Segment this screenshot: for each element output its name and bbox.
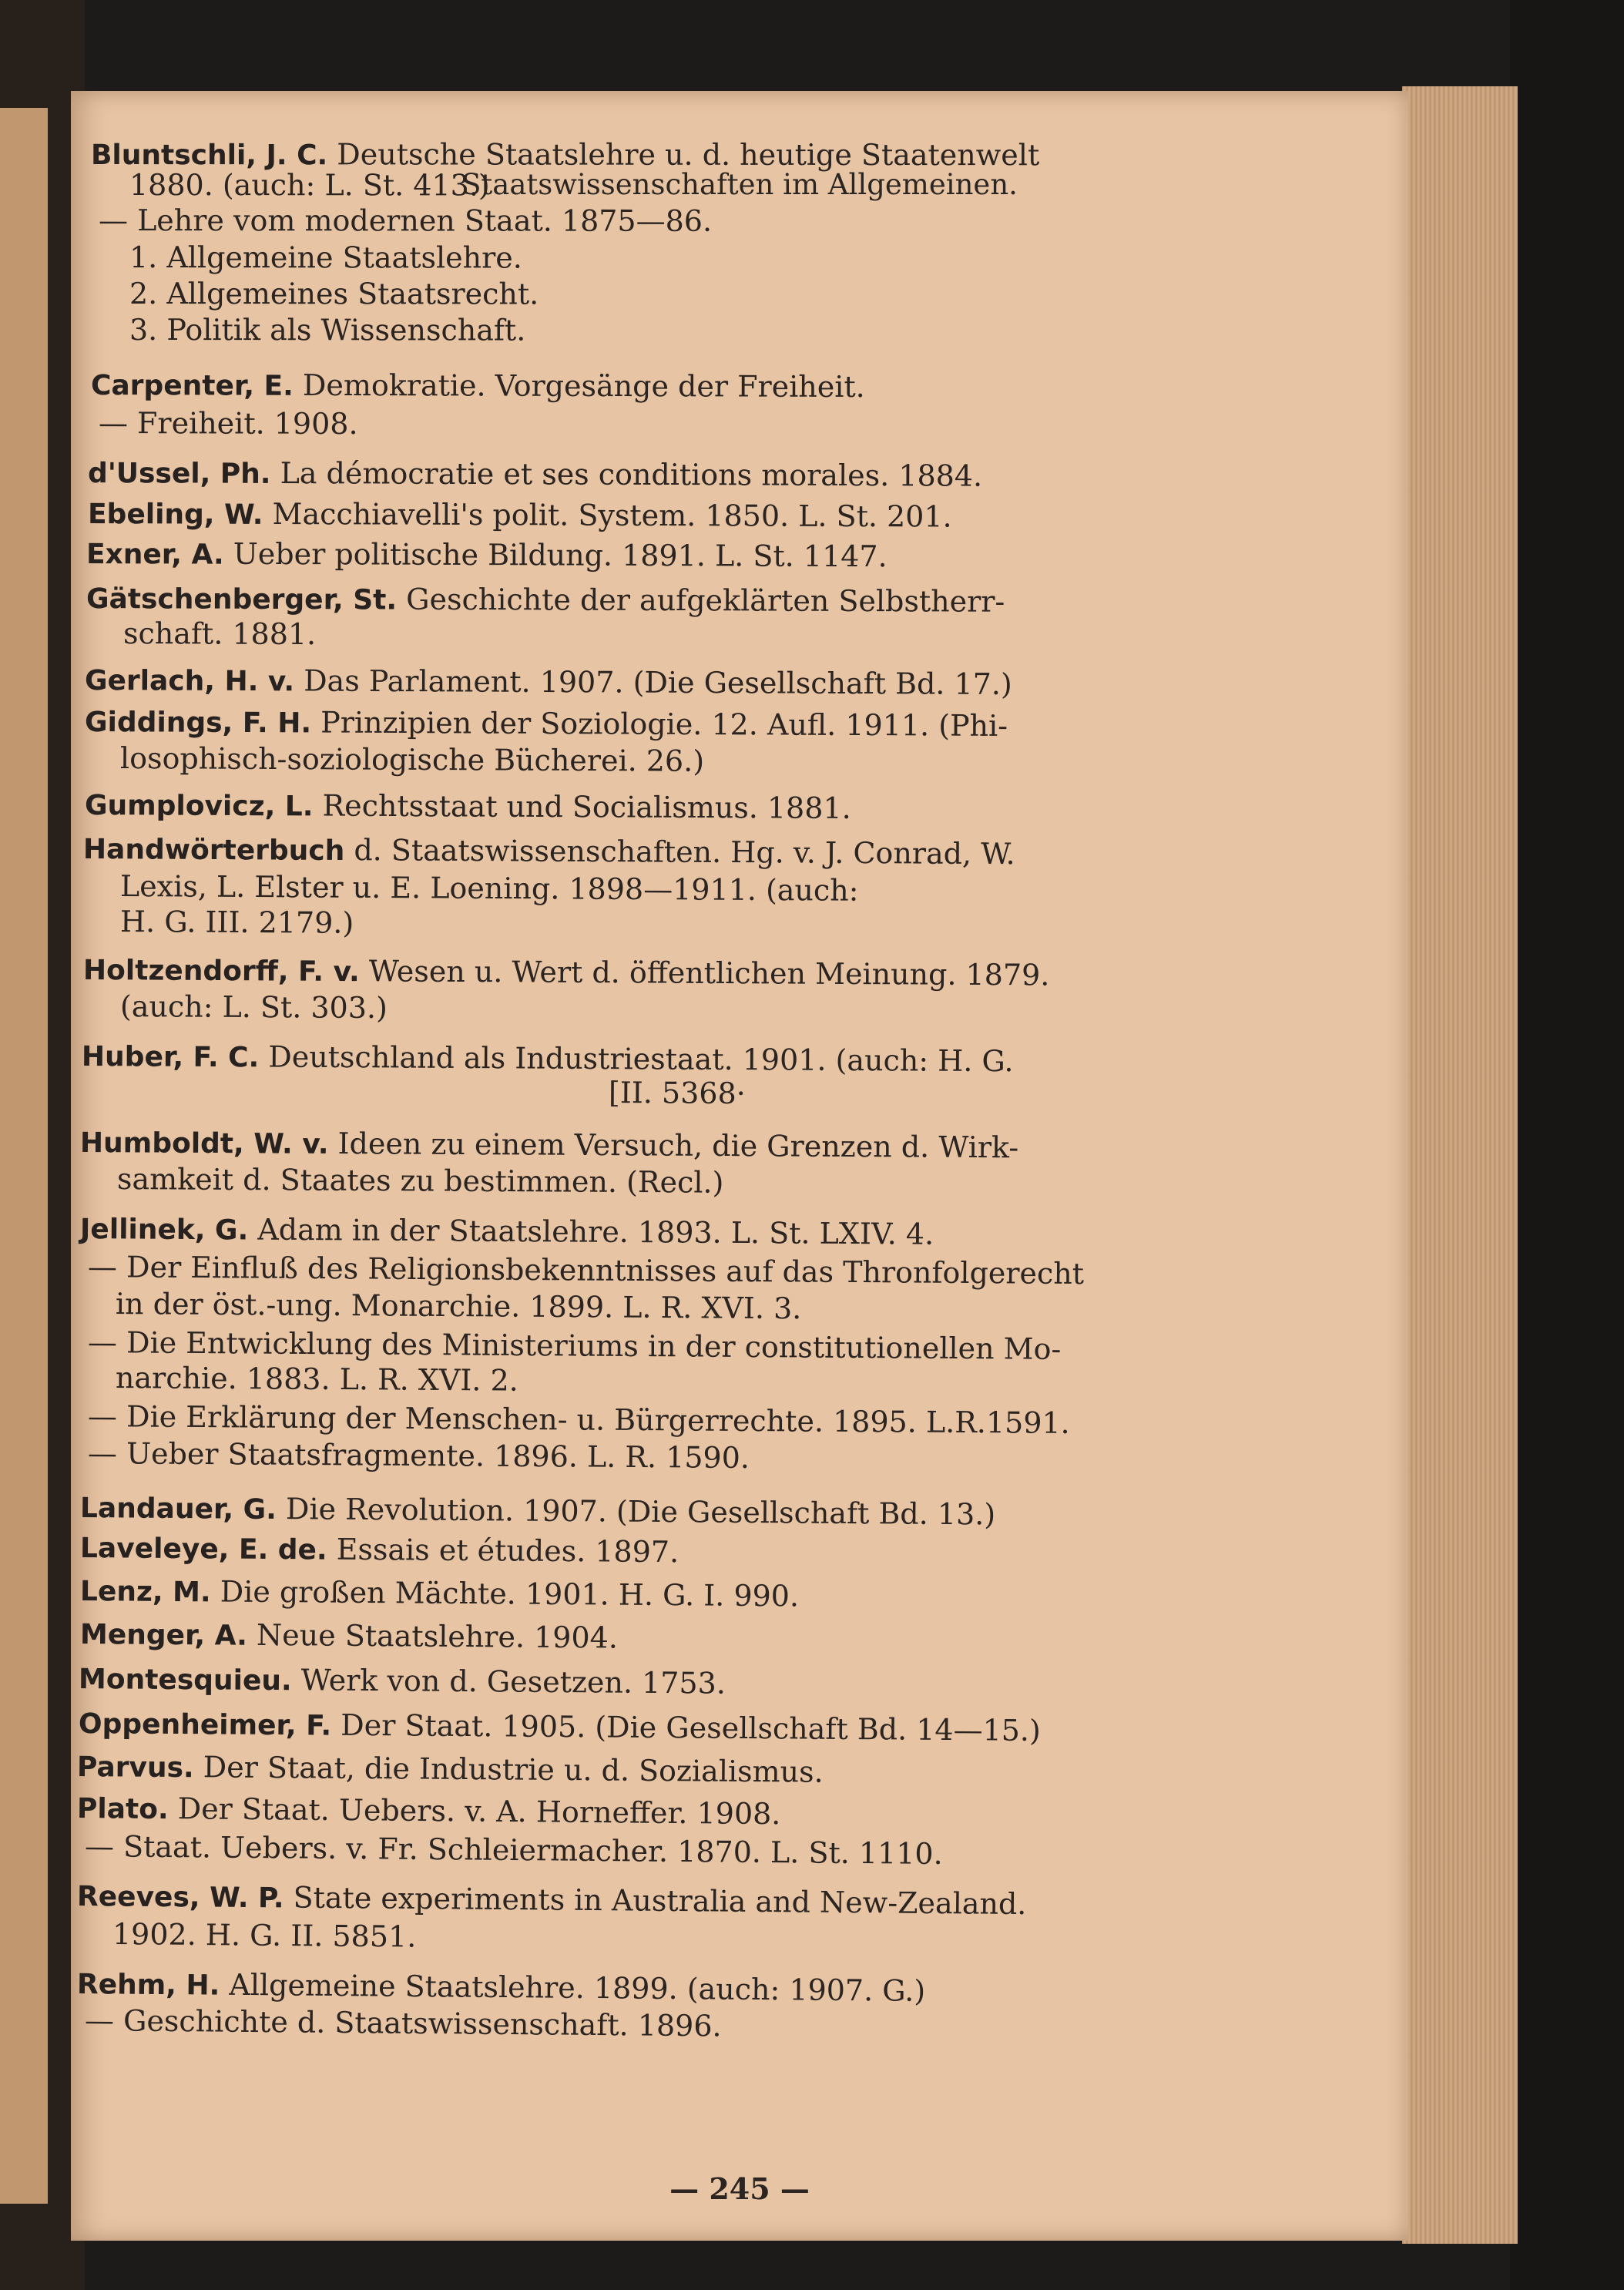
entry-text: — Die Entwicklung des Ministeriums in der constitutionellen Mo- (87, 1325, 1062, 1366)
entry-line (86, 536, 887, 575)
entry-text: Der Staat. 1905. (Die Gesellschaft Bd. 14—15.) (331, 1707, 1041, 1748)
entry-line (79, 1661, 726, 1702)
entry-author: Reeves, W. P. (76, 1881, 284, 1915)
entry-line (85, 787, 851, 827)
entry-line (79, 1706, 1041, 1749)
entry-author: Montesquieu. (78, 1664, 292, 1697)
entry-text: — Freiheit. 1908. (98, 406, 358, 442)
entry-text: Rechtsstaat und Socialismus. 1881. (313, 788, 851, 825)
entry-line (83, 831, 1015, 872)
entry-text: 1. Allgemeine Staatslehre. (129, 240, 522, 275)
entry-text: Allgemeine Staatslehre. 1899. (auch: 1907. G.) (220, 1967, 926, 2008)
entry-continuation-line (99, 203, 712, 238)
entry-text: samkeit d. Staates zu bestimmen. (Recl.) (116, 1162, 724, 1200)
entry-author: Oppenheimer, F. (78, 1708, 332, 1742)
entry-line (77, 1966, 926, 2010)
entry-continuation-line (129, 313, 525, 348)
entry-continuation-line (120, 989, 388, 1025)
entry-author: d'Ussel, Ph. (87, 458, 271, 490)
entry-continuation-line (129, 168, 490, 202)
entry-text: losophisch-soziologische Bücherei. 26.) (119, 741, 705, 778)
book-cover-right (1510, 0, 1624, 2290)
entry-continuation-line (88, 1250, 1084, 1291)
entry-text: Der Staat. Uebers. v. A. Horneffer. 1908. (168, 1791, 781, 1832)
entry-text: H. G. III. 2179.) (119, 905, 354, 940)
entry-author: Ebeling, W. (87, 499, 263, 531)
entry-line (77, 1791, 781, 1832)
entry-author: Parvus. (76, 1751, 194, 1785)
entry-author: Gumplovicz, L. (84, 790, 314, 823)
entry-text: Der Staat, die Industrie u. d. Sozialismus. (193, 1750, 824, 1789)
entry-continuation-line (88, 1399, 1070, 1440)
previous-page-edge (0, 108, 48, 2204)
entry-text: Neue Staatslehre. 1904. (247, 1617, 619, 1655)
entry-line (88, 496, 952, 535)
entry-text: in der öst.-ung. Monarchie. 1899. L. R. XVI. 3. (115, 1287, 802, 1326)
entry-author: Bluntschli, J. C. (90, 139, 328, 172)
entry-line (91, 368, 865, 405)
entry-line (85, 663, 1012, 703)
entry-line (80, 1617, 618, 1657)
entry-author: Holtzendorff, F. v. (82, 955, 360, 989)
entry-line (80, 1573, 799, 1614)
entry-continuation-line (116, 1361, 518, 1398)
entry-text: Macchiavelli's polit. System. 1850. L. St. 201. (263, 496, 952, 534)
entry-continuation-line (609, 1076, 746, 1110)
book-page (71, 91, 1408, 2241)
entry-author: Huber, F. C. (81, 1041, 260, 1074)
entry-continuation-line (85, 2003, 722, 2043)
entry-continuation-line (99, 406, 358, 441)
entry-continuation-line (123, 616, 316, 651)
entry-line (88, 455, 982, 495)
entry-text: Werk von d. Gesetzen. 1753. (291, 1663, 726, 1701)
entry-author: Landauer, G. (79, 1493, 277, 1526)
entry-line (80, 1490, 996, 1533)
page-stack-edges (1402, 86, 1518, 2244)
entry-continuation-line (129, 240, 522, 275)
entry-text: — Staat. Uebers. v. Fr. Schleiermacher. 1870. L. St. 1110. (84, 1829, 943, 1872)
entry-author: Giddings, F. H. (84, 707, 312, 740)
running-head: Staatswissenschaften im Allgemeinen. (461, 168, 1018, 201)
entry-continuation-line (88, 1436, 750, 1475)
entry-text: 1880. (auch: L. St. 413.) (129, 168, 490, 203)
entry-text: Lexis, L. Elster u. E. Loening. 1898—1911. (auch: (119, 869, 859, 908)
entry-line (80, 1211, 934, 1253)
entry-text: — Ueber Staatsfragmente. 1896. L. R. 1590. (87, 1436, 750, 1476)
entry-author: Humboldt, W. v. (79, 1127, 329, 1160)
entry-continuation-line (120, 905, 354, 940)
entry-text: Geschichte der aufgeklärten Selbstherr- (397, 582, 1005, 619)
entry-text: La démocratie et ses conditions morales. 1884. (270, 455, 983, 493)
entry-continuation-line (116, 1287, 802, 1325)
entry-continuation-line (117, 1162, 724, 1200)
entry-text: narchie. 1883. L. R. XVI. 2. (115, 1361, 518, 1398)
entry-author: Laveleye, E. de. (79, 1533, 327, 1566)
entry-continuation-line (129, 277, 539, 311)
entry-text: — Lehre vom modernen Staat. 1875—86. (98, 203, 713, 238)
entry-author: Jellinek, G. (79, 1214, 249, 1247)
entry-author: Exner, A. (86, 539, 224, 571)
entry-author: Gätschenberger, St. (86, 583, 398, 616)
entry-text: (auch: L. St. 303.) (119, 989, 388, 1026)
entry-text: Die großen Mächte. 1901. H. G. I. 990. (210, 1574, 800, 1613)
entry-continuation-line (88, 1325, 1062, 1366)
entry-text: Die Revolution. 1907. (Die Gesellschaft Bd. 13.) (276, 1492, 996, 1532)
entry-text: — Die Erklärung der Menschen- u. Bürgerrechte. 1895. L.R.1591. (87, 1399, 1070, 1440)
entry-text: Ueber politische Bildung. 1891. L. St. 1147. (223, 536, 887, 574)
entry-author: Rehm, H. (76, 1969, 220, 2002)
entry-text: Demokratie. Vorgesänge der Freiheit. (293, 368, 865, 405)
entry-line (83, 952, 1050, 994)
entry-continuation-line (120, 869, 859, 908)
entry-text: Essais et études. 1897. (327, 1532, 679, 1570)
entry-line (86, 581, 1005, 620)
entry-author: Carpenter, E. (90, 370, 294, 402)
entry-line (77, 1749, 824, 1791)
entry-text: Das Parlament. 1907. (Die Gesellschaft Bd. 17.) (294, 663, 1012, 702)
entry-author: Menger, A. (79, 1619, 248, 1652)
entry-line (82, 1039, 1014, 1080)
entry-line (85, 704, 1008, 744)
entry-text: schaft. 1881. (122, 616, 317, 652)
entry-author: Handwörterbuch (82, 834, 345, 868)
entry-text: [II. 5368· (608, 1076, 746, 1111)
entry-text: 1902. H. G. II. 5851. (112, 1917, 417, 1954)
entry-author: Plato. (76, 1793, 169, 1826)
entry-author: Lenz, M. (79, 1576, 211, 1609)
entry-text: Deutschland als Industriestaat. 1901. (auch: H. G. (259, 1039, 1014, 1079)
entry-text: Adam in der Staatslehre. 1893. L. St. LXIV. 4. (248, 1212, 934, 1251)
entry-line (77, 1879, 1027, 1922)
entry-author: Gerlach, H. v. (84, 665, 295, 698)
page-number: — 245 — (669, 2171, 810, 2206)
entry-text: State experiments in Australia and New-Zealand. (284, 1880, 1027, 1922)
entry-line (80, 1530, 679, 1570)
entry-text: — Geschichte d. Staatswissenschaft. 1896. (84, 2003, 722, 2043)
entry-line (80, 1125, 1018, 1166)
entry-text: — Der Einfluß des Religionsbekenntnisses auf das Thronfolgerecht (87, 1250, 1085, 1291)
entry-text: 3. Politik als Wissenschaft. (129, 313, 526, 348)
entry-text: Deutsche Staatslehre u. d. heutige Staatenwelt (327, 137, 1040, 173)
entry-text: 2. Allgemeines Staatsrecht. (129, 277, 539, 311)
entry-continuation-line (112, 1917, 417, 1954)
entry-continuation-line (120, 741, 704, 778)
entry-text: Ideen zu einem Versuch, die Grenzen d. Wirk- (328, 1126, 1019, 1165)
entry-text: Wesen u. Wert d. öffentlichen Meinung. 1879. (359, 954, 1050, 992)
entry-text: d. Staatswissenschaften. Hg. v. J. Conrad, W. (344, 833, 1015, 871)
entry-text: Prinzipien der Soziologie. 12. Aufl. 1911. (Phi- (311, 705, 1008, 743)
entry-continuation-line (85, 1829, 943, 1871)
